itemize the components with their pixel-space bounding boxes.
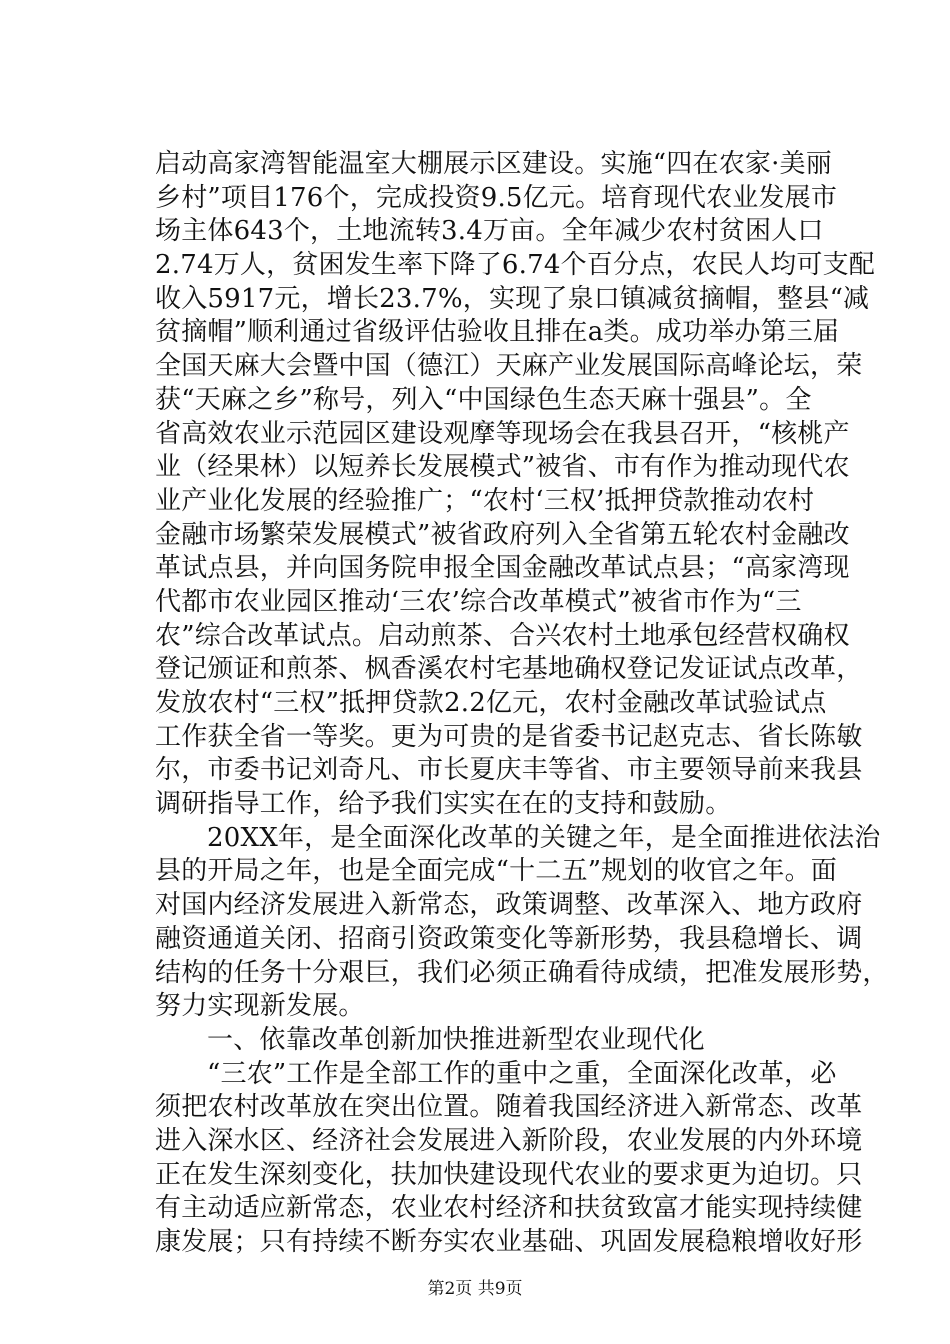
text-line: 贫摘帽”顺利通过省级评估验收且排在a类。成功举办第三届: [155, 317, 840, 348]
text-line: 县的开局之年，也是全面完成“十二五”规划的收官之年。面: [155, 856, 837, 887]
text-line: 进入深水区、经济社会发展进入新阶段，农业发展的内外环境: [155, 1125, 863, 1156]
text-line: 尔，市委书记刘奇凡、市长夏庆丰等省、市主要领导前来我县: [155, 755, 863, 786]
text-line: 启动高家湾智能温室大棚展示区建设。实施“四在农家·美丽: [155, 149, 832, 179]
text-line: 省高效农业示范园区建设观摩等现场会在我县召开，“核桃产: [155, 418, 850, 449]
text-line: 结构的任务十分艰巨，我们必须正确看待成绩，把准发展形势，: [155, 957, 889, 988]
text-line: 业（经果林）以短养长发展模式”被省、市有作为推动现代农: [155, 452, 850, 483]
text-line: 场主体643个，土地流转3.4万亩。全年减少农村贫困人口: [155, 216, 824, 247]
text-line: 业产业化发展的经验推广；“农村‘三权’抵押贷款推动农村: [155, 485, 815, 516]
paragraph-start-line: “三农”工作是全部工作的重中之重，全面深化改革，必: [207, 1058, 837, 1089]
text-line: 登记颁证和煎茶、枫香溪农村宅基地确权登记发证试点改革，: [155, 654, 863, 685]
page-footer: [0, 1278, 950, 1300]
text-line: 工作获全省一等奖。更为可贵的是省委书记赵克志、省长陈敏: [155, 721, 863, 752]
text-line: 融资通道关闭、招商引资政策变化等新形势，我县稳增长、调: [155, 923, 863, 954]
text-line: 努力实现新发展。: [155, 991, 365, 1022]
document-body: [155, 148, 889, 1260]
text-line: 有主动适应新常态，农业农村经济和扶贫致富才能实现持续健: [155, 1193, 863, 1224]
text-line: 金融市场繁荣发展模式”被省政府列入全省第五轮农村金融改: [155, 519, 850, 550]
text-line: 农”综合改革试点。启动煎茶、合兴农村土地承包经营权确权: [155, 620, 850, 651]
text-line: 对国内经济发展进入新常态，政策调整、改革深入、地方政府: [155, 890, 863, 921]
text-line: 须把农村改革放在突出位置。随着我国经济进入新常态、改革: [155, 1092, 863, 1123]
paragraph-start-line: 20XX年，是全面深化改革的关键之年，是全面推进依法治: [207, 822, 881, 853]
text-line: 发放农村“三权”抵押贷款2.2亿元，农村金融改革试验试点: [155, 688, 827, 718]
text-line: 全国天麻大会暨中国（德江）天麻产业发展国际高峰论坛，荣: [155, 351, 863, 382]
text-line: 正在发生深刻变化，扶加快建设现代农业的要求更为迫切。只: [155, 1159, 863, 1190]
text-line: 调研指导工作，给予我们实实在在的支持和鼓励。: [155, 789, 732, 820]
section-heading: 一、依靠改革创新加快推进新型农业现代化: [207, 1024, 705, 1055]
text-line: 乡村”项目176个，完成投资9.5亿元。培育现代农业发展市: [155, 182, 838, 213]
page-number-label: 第2页 共9页: [427, 1279, 523, 1299]
text-line: 康发展；只有持续不断夯实农业基础、巩固发展稳粮增收好形: [155, 1227, 863, 1257]
text-line: 代都市农业园区推动‘三农’综合改革模式”被省市作为“三: [155, 586, 802, 617]
text-line: 收入5917元，增长23.7%，实现了泉口镇减贫摘帽，整县“减: [155, 283, 870, 314]
text-line: 革试点县，并向国务院申报全国金融改革试点县；“高家湾现: [155, 553, 850, 584]
text-line: 2.74万人，贫困发生率下降了6.74个百分点，农民人均可支配: [155, 250, 875, 281]
text-line: 获“天麻之乡”称号，列入“中国绿色生态天麻十强县”。全: [155, 384, 812, 415]
